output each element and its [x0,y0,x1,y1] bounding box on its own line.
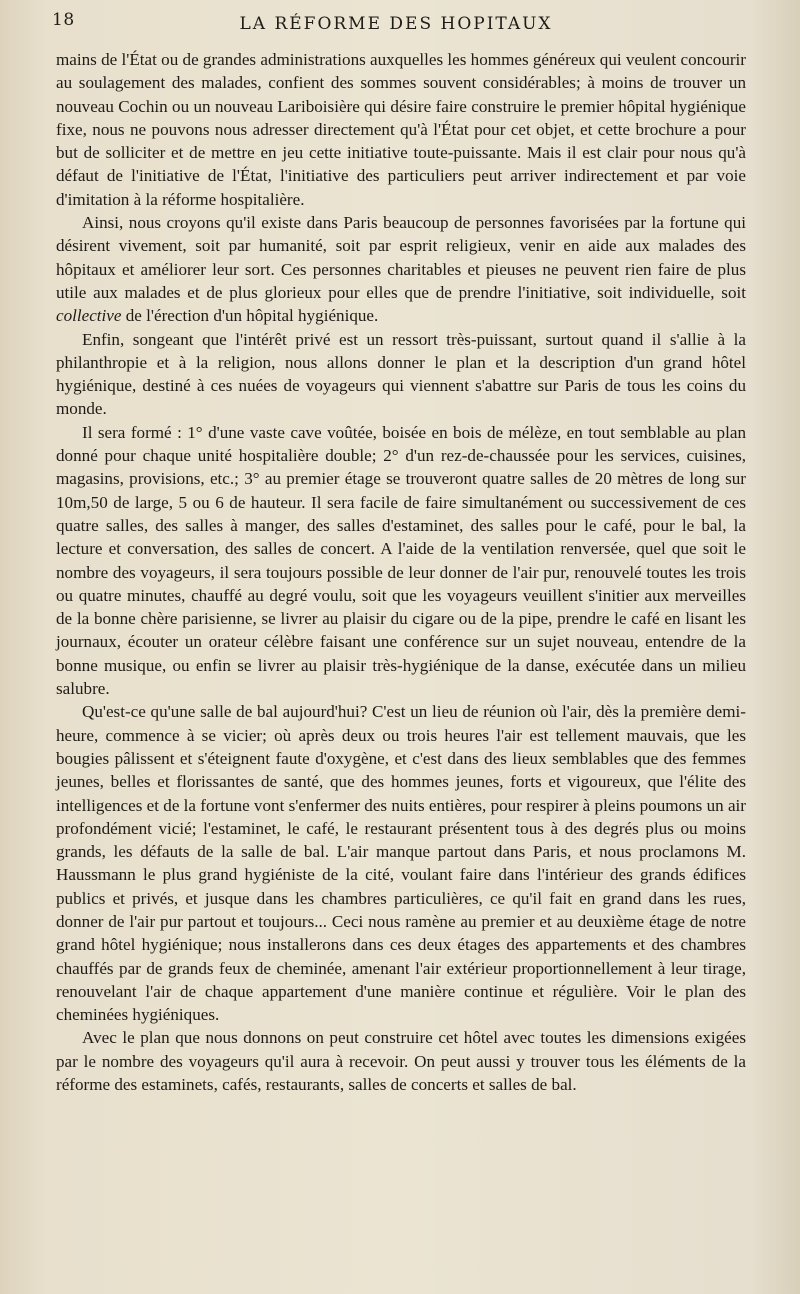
paragraph-text: Enfin, songeant que l'intérêt privé est un ressort très-puissant, surtout quand il s'allie à la philanthropie et à la religion, nous allons donner le plan et la description d'un grand hôtel hygiénique, destiné à ces nuées de voyageurs qui viennent s'abattre sur Paris de tous les coins du monde. [56,329,746,419]
paragraph-2 [56,211,746,327]
paragraph-text: Ainsi, nous croyons qu'il existe dans Paris beaucoup de personnes favorisées par la fortune qui désirent vivement, soit par humanité, soit par esprit religieux, venir en aide aux malades des hôpitaux et améliorer leur sort. Ces personnes charitables et pieuses ne peuvent rien faire de plus utile aux malades et de plus glorieux pour elles que de prendre l'initiative, soit individuelle, soit [56,213,746,302]
paragraph-3 [56,328,746,421]
body-text [56,48,746,1096]
page-number: 18 [52,10,75,30]
paragraph-1 [56,48,746,211]
paragraph-text: Il sera formé : 1° d'une vaste cave voûtée, boisée en bois de mélèze, en tout semblable au plan donné pour chaque unité hospitalière double; 2° d'un rez-de-chaussée pour les services, cuisines, magasins, provisions, etc.; 3° au premier étage se trouveront quatre salles de 20 mètres de long sur 10m,50 de large, 5 ou 6 de hauteur. Il sera facile de faire simultanément ou successivement de ces quatre salles, des salles à manger, des salles d'estaminet, des salles pour le café, pour le bal, la lecture et conversation, des salles de concert. A l'aide de la ventilation renversée, quel que soit le nombre des voyageurs, il sera toujours possible de leur donner de l'air pur, renouvelé toutes les trois ou quatre minutes, chauffé au degré voulu, soit que les voyageurs veuillent s'initier aux merveilles de la bonne chère parisienne, se livrer au plaisir du cigare ou de la pipe, prendre le café en lisant les journaux, écouter un orateur célèbre faisant une conférence sur un sujet nouveau, entendre de la bonne musique, ou enfin se livrer au plaisir très-hygiénique de la danse, exécutée dans un milieu salubre. [56,422,746,699]
running-title: LA RÉFORME DES HOPITAUX [239,14,553,34]
paragraph-text: Avec le plan que nous donnons on peut construire cet hôtel avec toutes les dimensions exigées par le nombre des voyageurs qu'il aura à recevoir. On peut aussi y trouver tous les éléments de la réforme des estaminets, cafés, restaurants, salles de concerts et salles de bal. [56,1028,746,1095]
paragraph-6 [56,1026,746,1096]
paragraph-text-end: de l'érection d'un hôpital hygiénique. [121,306,379,326]
page-header [52,8,740,44]
paragraph-5 [56,700,746,1026]
paragraph-text: mains de l'État ou de grandes administrations auxquelles les hommes généreux qui veulent concourir au soulagement des malades, confient des sommes souvent considérables; à moins de trouver un nouveau Cochin ou un nouveau Lariboisière qui désire faire construire le premier hôpital hygiénique fixe, nous ne pouvons nous adresser directement qu'à l'État pour cet objet, et cette brochure a pour but de solliciter et de mettre en jeu cette initiative toute-puissante. Mais il est clair pour nous qu'à défaut de l'initiative de l'État, l'initiative des particuliers peut arriver indirectement et par voie d'imitation à la réforme hospitalière. [56,50,746,209]
paragraph-text: Qu'est-ce qu'une salle de bal aujourd'hui? C'est un lieu de réunion où l'air, dès la première demi-heure, commence à se vicier; où après deux ou trois heures l'air est tellement mauvais, que les bougies pâlissent et s'éteignent faute d'oxygène, et c'est dans des lieux semblables que des femmes jeunes, belles et florissantes de santé, que des hommes jeunes, forts et vigoureux, que l'élite des intelligences et de la fortune vont s'enfermer des nuits entières, pour respirer à pleins poumons un air profondément vicié; l'estaminet, le café, le restaurant présentent tous à des degrés plus ou moins grands, les défauts de la salle de bal. L'air manque partout dans Paris, et nous proclamons M. Haussmann le plus grand hygiéniste de la cité, voulant faire dans l'intérieur des grands édifices publics et privés, et jusque dans les chambres particulières, ce qu'il fait en grand dans les rues, donner de l'air pur partout et toujours... Ceci nous ramène au premier et au deuxième étage de notre grand hôtel hygiénique; nous installerons dans ces deux étages des appartements et des chambres chauffés par de grands feux de cheminée, amenant l'air extérieur proportionnellement à leur tirage, renouvelant l'air de chaque appartement d'une manière continue et régulière. Voir le plan des cheminées hygiéniques. [56,702,746,1025]
emphasized-word: collective [56,306,122,326]
paragraph-4 [56,421,746,701]
